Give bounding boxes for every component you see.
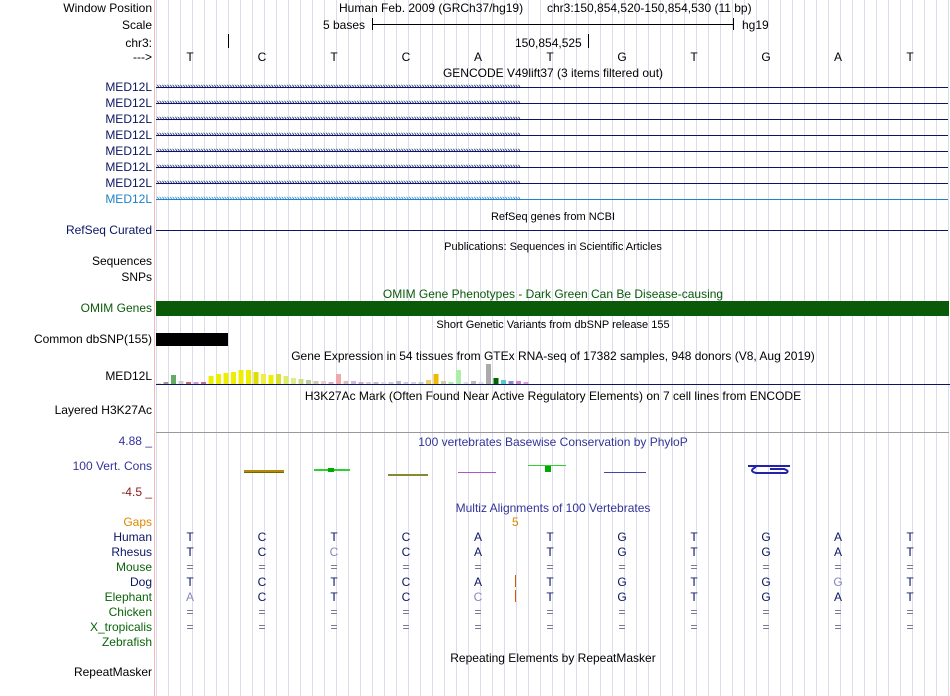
phylop-mark bbox=[388, 474, 428, 476]
gtex-tissue-bar bbox=[269, 375, 274, 384]
alignment-base: T bbox=[186, 545, 194, 559]
alignment-base: = bbox=[402, 620, 410, 634]
species-label[interactable]: X_tropicalis bbox=[89, 620, 152, 634]
alignment-base: = bbox=[762, 560, 770, 574]
omim-label[interactable]: OMIM Genes bbox=[80, 301, 152, 315]
alignment-base: T bbox=[906, 545, 914, 559]
alignment-base: A bbox=[833, 530, 842, 544]
alignment-base: C bbox=[257, 545, 267, 559]
alignment-base: = bbox=[834, 605, 842, 619]
alignment-base: A bbox=[473, 575, 482, 589]
gtex-tissue-bar bbox=[374, 382, 379, 384]
alignment-base: G bbox=[761, 530, 771, 544]
gtex-tissue-bar bbox=[359, 382, 364, 384]
gencode-transcript[interactable] bbox=[156, 178, 948, 188]
gtex-tissue-bar bbox=[254, 372, 259, 384]
alignment-base: A bbox=[833, 590, 842, 604]
alignment-base: T bbox=[690, 590, 698, 604]
strand-chevrons: ›››››››››››››››››››››››››››››››››››››››››››››››››››››››››››››››››››››››››››››››››››››››››››››››››››››››››››››››››››››››››››››››››››››››››››› bbox=[156, 98, 520, 108]
strand-chevrons: ›››››››››››››››››››››››››››››››››››››››››››››››››››››››››››››››››››››››››››››››››››››››››››››››››››››››››››››››››››››››››››››››››››››››››››› bbox=[156, 178, 520, 188]
species-label[interactable]: Dog bbox=[129, 575, 152, 589]
gencode-item-label[interactable]: MED12L bbox=[105, 96, 152, 110]
gencode-item-label[interactable]: MED12L bbox=[105, 176, 152, 190]
h3k27ac-label[interactable]: Layered H3K27Ac bbox=[54, 403, 152, 417]
alignment-base: = bbox=[258, 560, 266, 574]
chrom-label: chr3: bbox=[125, 36, 152, 50]
alignment-base: = bbox=[330, 560, 338, 574]
phylop-mark bbox=[528, 465, 566, 472]
gtex-tissue-bar bbox=[164, 382, 169, 384]
alignment-base: T bbox=[546, 590, 554, 604]
alignment-base: C bbox=[257, 530, 267, 544]
gap-marker-dog bbox=[515, 575, 516, 587]
reference-base: G bbox=[761, 50, 771, 64]
gtex-tissue-bar bbox=[471, 381, 476, 384]
alignment-base: = bbox=[546, 560, 554, 574]
gtex-tissue-bar bbox=[516, 381, 521, 384]
strand-chevrons: ›››››››››››››››››››››››››››››››››››››››››››››››››››››››››››››››››››››››››››››››››››››››››››››››››››››››››››››››››››››››››››››››››››››››››››› bbox=[156, 194, 520, 204]
alignment-base: C bbox=[401, 590, 411, 604]
gtex-tissue-bar bbox=[201, 382, 206, 384]
alignment-base: = bbox=[474, 620, 482, 634]
gencode-item-label[interactable]: MED12L bbox=[105, 80, 152, 94]
strand-chevrons: ›››››››››››››››››››››››››››››››››››››››››››››››››››››››››››››››››››››››››››››››››››››››››››››››››››››››››››››››››››››››››››››››››››››››››››› bbox=[156, 114, 520, 124]
alignment-base: = bbox=[330, 605, 338, 619]
gtex-tissue-bar bbox=[261, 374, 266, 384]
reference-base: T bbox=[906, 50, 914, 64]
gtex-tissue-bar bbox=[276, 374, 281, 384]
alignment-base: = bbox=[618, 605, 626, 619]
reference-base: A bbox=[473, 50, 482, 64]
alignment-base: A bbox=[833, 545, 842, 559]
alignment-base: T bbox=[546, 530, 554, 544]
species-label[interactable]: Elephant bbox=[104, 590, 152, 604]
gtex-tissue-bar bbox=[194, 382, 199, 384]
window-position-label: Window Position bbox=[63, 1, 152, 15]
alignment-base: T bbox=[186, 575, 194, 589]
refseq-line[interactable] bbox=[156, 230, 948, 231]
alignment-base: A bbox=[185, 590, 194, 604]
gtex-tissue-bar bbox=[209, 376, 214, 384]
gtex-tissue-bar bbox=[524, 382, 529, 384]
alignment-base: G bbox=[617, 575, 627, 589]
refseq-title[interactable]: RefSeq genes from NCBI bbox=[490, 211, 616, 223]
strand-label: ---> bbox=[133, 50, 152, 64]
reference-base: T bbox=[546, 50, 554, 64]
gtex-tissue-bar bbox=[336, 374, 341, 384]
gtex-tissue-bar bbox=[456, 370, 461, 384]
gtex-tissue-bar bbox=[351, 381, 356, 384]
alignment-base: C bbox=[473, 590, 483, 604]
alignment-base: = bbox=[546, 605, 554, 619]
alignment-base: = bbox=[618, 620, 626, 634]
alignment-base: C bbox=[257, 590, 267, 604]
gtex-tissue-bar bbox=[314, 381, 319, 384]
h3k27ac-title[interactable]: H3K27Ac Mark (Often Found Near Active Regulatory Elements) on 7 cell lines from ENCODE bbox=[304, 389, 802, 403]
gtex-tissue-bar bbox=[449, 382, 454, 384]
gencode-item-label[interactable]: MED12L bbox=[105, 112, 152, 126]
species-label[interactable]: Mouse bbox=[115, 560, 152, 574]
sequences-label[interactable]: Sequences bbox=[91, 254, 152, 268]
gtex-tissue-bar bbox=[389, 382, 394, 384]
alignment-base: = bbox=[834, 620, 842, 634]
reference-base: T bbox=[186, 50, 194, 64]
alignment-base: A bbox=[473, 545, 482, 559]
multiz-title[interactable]: Multiz Alignments of 100 Vertebrates bbox=[455, 501, 651, 515]
alignment-base: T bbox=[690, 530, 698, 544]
alignment-base: C bbox=[401, 575, 411, 589]
snps-label[interactable]: SNPs bbox=[121, 270, 152, 284]
phylop-mark bbox=[458, 472, 496, 473]
gencode-transcript[interactable] bbox=[156, 162, 948, 172]
strand-chevrons: ›››››››››››››››››››››››››››››››››››››››››››››››››››››››››››››››››››››››››››››››››››››››››››››››››››››››››››››››››››››››››››››››››››››››››››› bbox=[156, 162, 520, 172]
repeatmasker-title[interactable]: Repeating Elements by RepeatMasker bbox=[450, 651, 656, 665]
phylop-mark bbox=[244, 470, 284, 473]
alignment-base: G bbox=[761, 545, 771, 559]
gencode-transcript[interactable] bbox=[156, 82, 948, 92]
alignment-base: = bbox=[402, 605, 410, 619]
alignment-base: T bbox=[906, 530, 914, 544]
alignment-base: T bbox=[546, 545, 554, 559]
gencode-item-label[interactable]: MED12L bbox=[105, 128, 152, 142]
alignment-base: = bbox=[258, 620, 266, 634]
alignment-base: G bbox=[761, 590, 771, 604]
alignment-base: = bbox=[762, 605, 770, 619]
alignment-base: T bbox=[690, 545, 698, 559]
gtex-tissue-bar bbox=[441, 381, 446, 384]
reference-base: T bbox=[330, 50, 338, 64]
species-label[interactable]: Chicken bbox=[108, 605, 152, 619]
alignment-base: C bbox=[401, 530, 411, 544]
h3k27ac-baseline bbox=[156, 432, 949, 433]
alignment-base: = bbox=[474, 560, 482, 574]
alignment-base: = bbox=[690, 560, 698, 574]
alignment-base: = bbox=[690, 620, 698, 634]
gencode-transcript[interactable] bbox=[156, 146, 948, 156]
phylop-mark bbox=[314, 468, 350, 472]
species-label[interactable]: Human bbox=[113, 530, 152, 544]
assembly-text: Human Feb. 2009 (GRCh37/hg19) bbox=[339, 1, 524, 15]
scale-text: 5 bases bbox=[323, 18, 366, 32]
alignment-base: T bbox=[186, 530, 194, 544]
gtex-tissue-bar bbox=[494, 378, 499, 384]
gtex-tissue-bar bbox=[344, 381, 349, 384]
alignment-base: G bbox=[617, 545, 627, 559]
scale-bar bbox=[372, 18, 734, 30]
phylop-min: -4.5 _ bbox=[121, 485, 152, 499]
alignment-base: = bbox=[618, 560, 626, 574]
species-label[interactable]: Rhesus bbox=[111, 545, 152, 559]
gtex-tissue-bar bbox=[509, 381, 514, 384]
alignment-base: = bbox=[258, 605, 266, 619]
alignment-base: T bbox=[906, 575, 914, 589]
phylop-max: 4.88 _ bbox=[118, 434, 152, 448]
strand-chevrons: ›››››››››››››››››››››››››››››››››››››››››››››››››››››››››››››››››››››››››››››››››››››››››››››››››››››››››››››››››››››››››››››››››››››››››››› bbox=[156, 82, 520, 92]
alignment-base: = bbox=[906, 605, 914, 619]
ruler-tick-left bbox=[228, 34, 229, 48]
alignment-base: G bbox=[617, 590, 627, 604]
reference-base: C bbox=[257, 50, 267, 64]
dbsnp-variant[interactable] bbox=[156, 333, 228, 346]
reference-base: G bbox=[617, 50, 627, 64]
alignment-base: = bbox=[186, 620, 194, 634]
alignment-base: = bbox=[762, 620, 770, 634]
dbsnp-label[interactable]: Common dbSNP(155) bbox=[33, 332, 152, 346]
gtex-tissue-bar bbox=[299, 379, 304, 384]
alignment-base: T bbox=[906, 590, 914, 604]
alignment-base: T bbox=[330, 575, 338, 589]
gtex-label[interactable]: MED12L bbox=[105, 369, 152, 383]
gaps-label[interactable]: Gaps bbox=[123, 515, 152, 529]
alignment-base: T bbox=[330, 590, 338, 604]
gtex-tissue-bar bbox=[396, 381, 401, 384]
gtex-tissue-bar bbox=[171, 375, 176, 384]
alignment-base: = bbox=[690, 605, 698, 619]
gencode-item-label[interactable]: MED12L bbox=[105, 160, 152, 174]
gtex-tissue-bar bbox=[224, 373, 229, 384]
gtex-title[interactable]: Gene Expression in 54 tissues from GTEx RNA-seq of 17382 samples, 948 donors (V8, Aug 2019) bbox=[291, 349, 815, 363]
gtex-tissue-bar bbox=[306, 380, 311, 384]
alignment-base: G bbox=[833, 575, 843, 589]
gencode-transcript[interactable] bbox=[156, 130, 948, 140]
alignment-base: = bbox=[186, 560, 194, 574]
alignment-base: = bbox=[906, 620, 914, 634]
gtex-tissue-bar bbox=[419, 382, 424, 384]
phylop-mark bbox=[604, 472, 646, 473]
omim-bar[interactable] bbox=[156, 301, 949, 316]
strand-chevrons: ›››››››››››››››››››››››››››››››››››››››››››››››››››››››››››››››››››››››››››››››››››››››››››››››››››››››››››››››››››››››››››››››››››››››››››› bbox=[156, 146, 520, 156]
phylop-track[interactable] bbox=[156, 455, 950, 485]
alignment-base: = bbox=[546, 620, 554, 634]
gtex-tissue-bar bbox=[239, 370, 244, 384]
alignment-base: A bbox=[473, 530, 482, 544]
gtex-tissue-bar bbox=[156, 383, 161, 384]
gencode-title[interactable]: GENCODE V49lift37 (3 items filtered out) bbox=[442, 66, 664, 80]
alignment-base: T bbox=[546, 575, 554, 589]
alignment-base: C bbox=[401, 545, 411, 559]
scale-label: Scale bbox=[121, 18, 152, 32]
gtex-tissue-bar bbox=[501, 380, 506, 384]
alignment-base: G bbox=[617, 530, 627, 544]
gtex-tissue-bar bbox=[246, 370, 251, 384]
publications-title[interactable]: Publications: Sequences in Scientific Articles bbox=[444, 241, 662, 253]
alignment-base: = bbox=[402, 560, 410, 574]
gtex-tissue-bar bbox=[426, 380, 431, 384]
alignment-base: C bbox=[329, 545, 339, 559]
gtex-tissue-bar bbox=[284, 376, 289, 384]
gencode-transcript[interactable] bbox=[156, 194, 948, 204]
ruler-tick-center bbox=[588, 34, 589, 48]
strand-chevrons: ›››››››››››››››››››››››››››››››››››››››››››››››››››››››››››››››››››››››››››››››››››››››››››››››››››››››››››››››››››››››››››››››››››››››››››› bbox=[156, 130, 520, 140]
alignment-base: = bbox=[834, 560, 842, 574]
gtex-tissue-bar bbox=[486, 364, 491, 384]
gtex-bars[interactable] bbox=[156, 362, 950, 386]
scale-db: hg19 bbox=[742, 18, 769, 32]
gap-count[interactable]: 5 bbox=[512, 515, 519, 529]
sidebar-divider bbox=[154, 0, 155, 696]
gtex-tissue-bar bbox=[366, 382, 371, 384]
alignment-base: C bbox=[257, 575, 267, 589]
gencode-item-label[interactable]: MED12L bbox=[105, 192, 152, 206]
reference-base: T bbox=[690, 50, 698, 64]
gtex-tissue-bar bbox=[329, 382, 334, 384]
alignment-base: = bbox=[186, 605, 194, 619]
reference-base: A bbox=[833, 50, 842, 64]
phylop-title[interactable]: 100 vertebrates Basewise Conservation by PhyloP bbox=[418, 435, 688, 449]
dbsnp-title[interactable]: Short Genetic Variants from dbSNP release 155 bbox=[436, 319, 670, 331]
gencode-item-label[interactable]: MED12L bbox=[105, 144, 152, 158]
gap-marker-elephant bbox=[515, 590, 516, 602]
phylop-label[interactable]: 100 Vert. Cons bbox=[72, 459, 152, 473]
position-tick: 150,854,525 bbox=[515, 36, 582, 50]
gtex-tissue-bar bbox=[381, 382, 386, 384]
gtex-tissue-bar bbox=[179, 381, 184, 384]
gtex-tissue-bar bbox=[404, 382, 409, 384]
coords-text[interactable]: chr3:150,854,520-150,854,530 (11 bp) bbox=[547, 1, 752, 15]
alignment-base: T bbox=[330, 530, 338, 544]
reference-base: C bbox=[401, 50, 411, 64]
phylop-mark bbox=[748, 465, 790, 473]
gencode-transcript[interactable] bbox=[156, 98, 948, 108]
refseq-label[interactable]: RefSeq Curated bbox=[65, 223, 152, 237]
gtex-tissue-bar bbox=[231, 372, 236, 384]
gtex-tissue-bar bbox=[291, 378, 296, 384]
alignment-base: = bbox=[330, 620, 338, 634]
omim-title[interactable]: OMIM Gene Phenotypes - Dark Green Can Be Disease-causing bbox=[382, 287, 724, 301]
species-label[interactable]: Zebrafish bbox=[101, 635, 152, 649]
gtex-tissue-bar bbox=[411, 382, 416, 384]
alignment-base: G bbox=[761, 575, 771, 589]
gtex-tissue-bar bbox=[479, 382, 484, 384]
gtex-tissue-bar bbox=[464, 382, 469, 384]
alignment-base: T bbox=[690, 575, 698, 589]
gtex-tissue-bar bbox=[186, 382, 191, 384]
alignment-base: = bbox=[474, 605, 482, 619]
gtex-tissue-bar bbox=[321, 381, 326, 384]
gencode-transcript[interactable] bbox=[156, 114, 948, 124]
gtex-tissue-bar bbox=[216, 374, 221, 384]
gtex-tissue-bar bbox=[434, 374, 439, 384]
repeatmasker-label[interactable]: RepeatMasker bbox=[73, 665, 152, 679]
alignment-base: = bbox=[906, 560, 914, 574]
